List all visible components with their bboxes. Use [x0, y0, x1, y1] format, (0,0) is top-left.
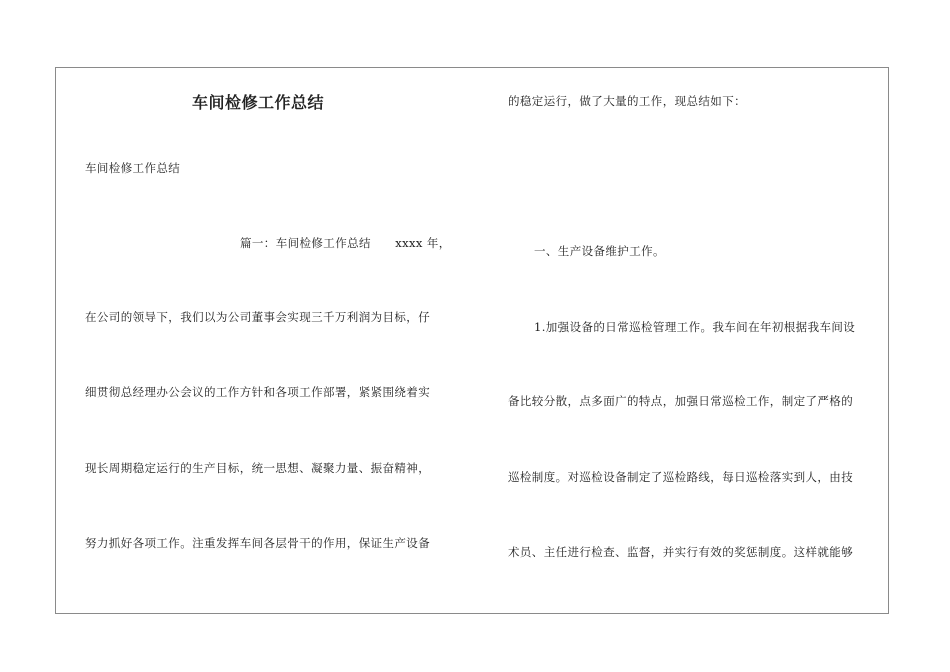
section-heading: 一、生产设备维护工作。 — [534, 244, 665, 258]
right-paragraph-line: 巡检制度。对巡检设备制定了巡检路线，每日巡检落实到人，由技 — [508, 470, 854, 484]
right-paragraph-line: 1.加强设备的日常巡检管理工作。我车间在年初根据我车间设 — [534, 320, 856, 334]
right-paragraph-line: 的稳定运行，做了大量的工作，现总结如下： — [508, 94, 746, 108]
document-title: 车间检修工作总结 — [192, 93, 325, 112]
document-subtitle: 车间检修工作总结 — [85, 161, 181, 175]
left-paragraph-line: 细贯彻总经理办公会议的工作方针和各项工作部署，紧紧围绕着实 — [85, 385, 431, 399]
left-paragraph-line: 现长周期稳定运行的生产目标，统一思想、凝聚力量、振奋精神， — [85, 461, 431, 475]
left-paragraph-line: 在公司的领导下，我们以为公司董事会实现三千万利润为目标，仔 — [85, 310, 431, 324]
right-paragraph-line: 备比较分散，点多面广的特点，加强日常巡检工作，制定了严格的 — [508, 394, 854, 408]
right-paragraph-line: 术员、主任进行检查、监督，并实行有效的奖惩制度。这样就能够 — [508, 545, 854, 559]
left-paragraph-line: 篇一：车间检修工作总结 xxxx 年， — [240, 236, 451, 250]
left-paragraph-line: 努力抓好各项工作。注重发挥车间各层骨干的作用，保证生产设备 — [85, 536, 431, 550]
page-frame — [55, 67, 889, 614]
